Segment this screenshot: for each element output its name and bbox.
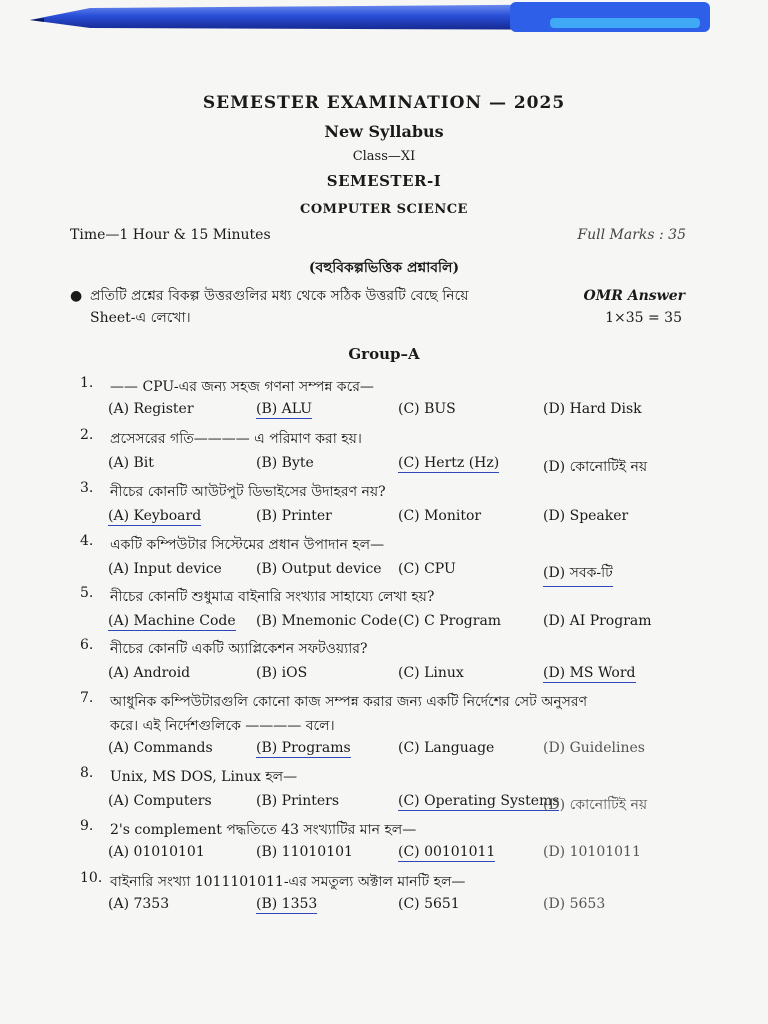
question-text: Unix, MS DOS, Linux হল— — [110, 769, 298, 785]
instruction-line-2: Sheet-এ লেখো। — [90, 310, 191, 326]
option-d: (D) MS Word — [543, 665, 636, 681]
option-b: (B) 1353 — [256, 896, 318, 912]
pen-image — [30, 0, 710, 34]
options-row — [108, 401, 668, 421]
option-c: (C) C Program — [398, 613, 502, 629]
options-row — [108, 455, 668, 475]
instruction-text: প্রতিটি প্রশ্নের বিকল্প উত্তরগুলির মধ্য থেকে সঠিক উত্তরটি বেছে নিয়ে — [90, 288, 469, 304]
question-number: 4. — [80, 533, 94, 549]
options-row — [108, 665, 668, 685]
question-text: নীচের কোনটি একটি অ্যাপ্লিকেশন সফটওয়্যার? — [110, 641, 368, 657]
question-text: একটি কম্পিউটার সিস্টেমের প্রধান উপাদান হল— — [110, 537, 385, 553]
option-a: (A) 7353 — [108, 896, 170, 912]
question-number: 5. — [80, 585, 94, 601]
option-c: (C) Hertz (Hz) — [398, 455, 500, 471]
question-number: 6. — [80, 637, 94, 653]
option-c: (C) BUS — [398, 401, 456, 417]
option-c: (C) Language — [398, 740, 495, 756]
question-text: —— CPU-এর জন্য সহজ গণনা সম্পন্ন করে— — [110, 379, 374, 395]
question-number: 1. — [80, 375, 94, 391]
question-text: 2's complement পদ্ধতিতে 43 সংখ্যাটির মান হল— — [110, 822, 417, 838]
options-row — [108, 508, 668, 528]
option-b: (B) Byte — [256, 455, 314, 471]
question-number: 9. — [80, 818, 94, 834]
class-label: Class—XI — [352, 149, 416, 164]
option-b: (B) 11010101 — [256, 844, 353, 860]
option-c: (C) Linux — [398, 665, 464, 681]
question-text: প্রসেসরের গতি———— এ পরিমাণ করা হয়। — [110, 431, 362, 447]
option-b: (B) iOS — [256, 665, 308, 681]
full-marks-label: Full Marks : 35 — [577, 227, 686, 243]
score-label: 1×35 = 35 — [605, 310, 682, 326]
options-row — [108, 613, 668, 633]
question-text: আধুনিক কম্পিউটারগুলি কোনো কাজ সম্পন্ন করার জন্য একটি নির্দেশের সেট অনুসরণ — [110, 694, 588, 710]
group-heading: Group–A — [348, 345, 420, 363]
option-d: (D) 5653 — [543, 896, 606, 912]
question-number: 10. — [80, 870, 103, 886]
time-label: Time—1 Hour & 15 Minutes — [70, 227, 271, 243]
syllabus-label: New Syllabus — [324, 122, 444, 141]
option-b: (B) ALU — [256, 401, 313, 417]
question-number: 7. — [80, 690, 94, 706]
option-d: (D) কোনোটিই নয় — [543, 459, 648, 475]
option-b: (B) Printer — [256, 508, 332, 524]
question-text: নীচের কোনটি আউটপুট ডিভাইসের উদাহরণ নয়? — [110, 484, 386, 500]
option-b: (B) Printers — [256, 793, 340, 809]
option-a: (A) Bit — [108, 455, 154, 471]
option-a: (A) Commands — [108, 740, 213, 756]
bullet-icon: ● — [70, 288, 83, 304]
option-c: (C) 5651 — [398, 896, 460, 912]
option-d: (D) AI Program — [543, 613, 652, 629]
option-d: (D) Hard Disk — [543, 401, 642, 417]
option-a: (A) Input device — [108, 561, 222, 577]
option-d: (D) Guidelines — [543, 740, 645, 756]
option-a: (A) Register — [108, 401, 194, 417]
option-a: (A) Android — [108, 665, 191, 681]
instruction-line-1 — [90, 285, 690, 307]
option-a: (A) Machine Code — [108, 613, 236, 629]
option-d: (D) 10101011 — [543, 844, 641, 860]
option-d: (D) সবক-টি — [543, 561, 613, 587]
option-a: (A) Keyboard — [108, 508, 202, 524]
question-text: নীচের কোনটি শুধুমাত্র বাইনারি সংখ্যার সাহায্যে লেখা হয়? — [110, 589, 435, 605]
option-b: (B) Mnemonic Code — [256, 613, 398, 629]
question-number: 8. — [80, 765, 94, 781]
question-text-continued: করে। এই নির্দেশগুলিকে ———— বলে। — [110, 718, 335, 734]
option-d: (D) কোনোটিই নয় — [543, 797, 648, 813]
option-b: (B) Programs — [256, 740, 351, 756]
question-number: 3. — [80, 480, 94, 496]
option-b: (B) Output device — [256, 561, 382, 577]
option-c: (C) CPU — [398, 561, 456, 577]
question-number: 2. — [80, 427, 94, 443]
semester-label: SEMESTER-I — [326, 172, 442, 190]
option-d: (D) Speaker — [543, 508, 629, 524]
options-row — [108, 561, 668, 581]
option-a: (A) 01010101 — [108, 844, 205, 860]
options-row — [108, 844, 668, 864]
question-text: বাইনারি সংখ্যা 1011101011-এর সমতুল্য অক্টাল মানটি হল— — [110, 874, 466, 890]
option-c: (C) Monitor — [398, 508, 482, 524]
omr-label: OMR Answer — [583, 288, 685, 304]
options-row — [108, 793, 668, 813]
options-row — [108, 740, 668, 760]
exam-title: SEMESTER EXAMINATION — 2025 — [202, 93, 566, 113]
options-row — [108, 896, 668, 916]
subject-label: COMPUTER SCIENCE — [300, 202, 468, 217]
option-c: (C) 00101011 — [398, 844, 496, 860]
section-heading: (বহুবিকল্পভিত্তিক প্রশ্নাবলি) — [308, 260, 460, 276]
option-c: (C) Operating Systems — [398, 793, 560, 809]
option-a: (A) Computers — [108, 793, 212, 809]
